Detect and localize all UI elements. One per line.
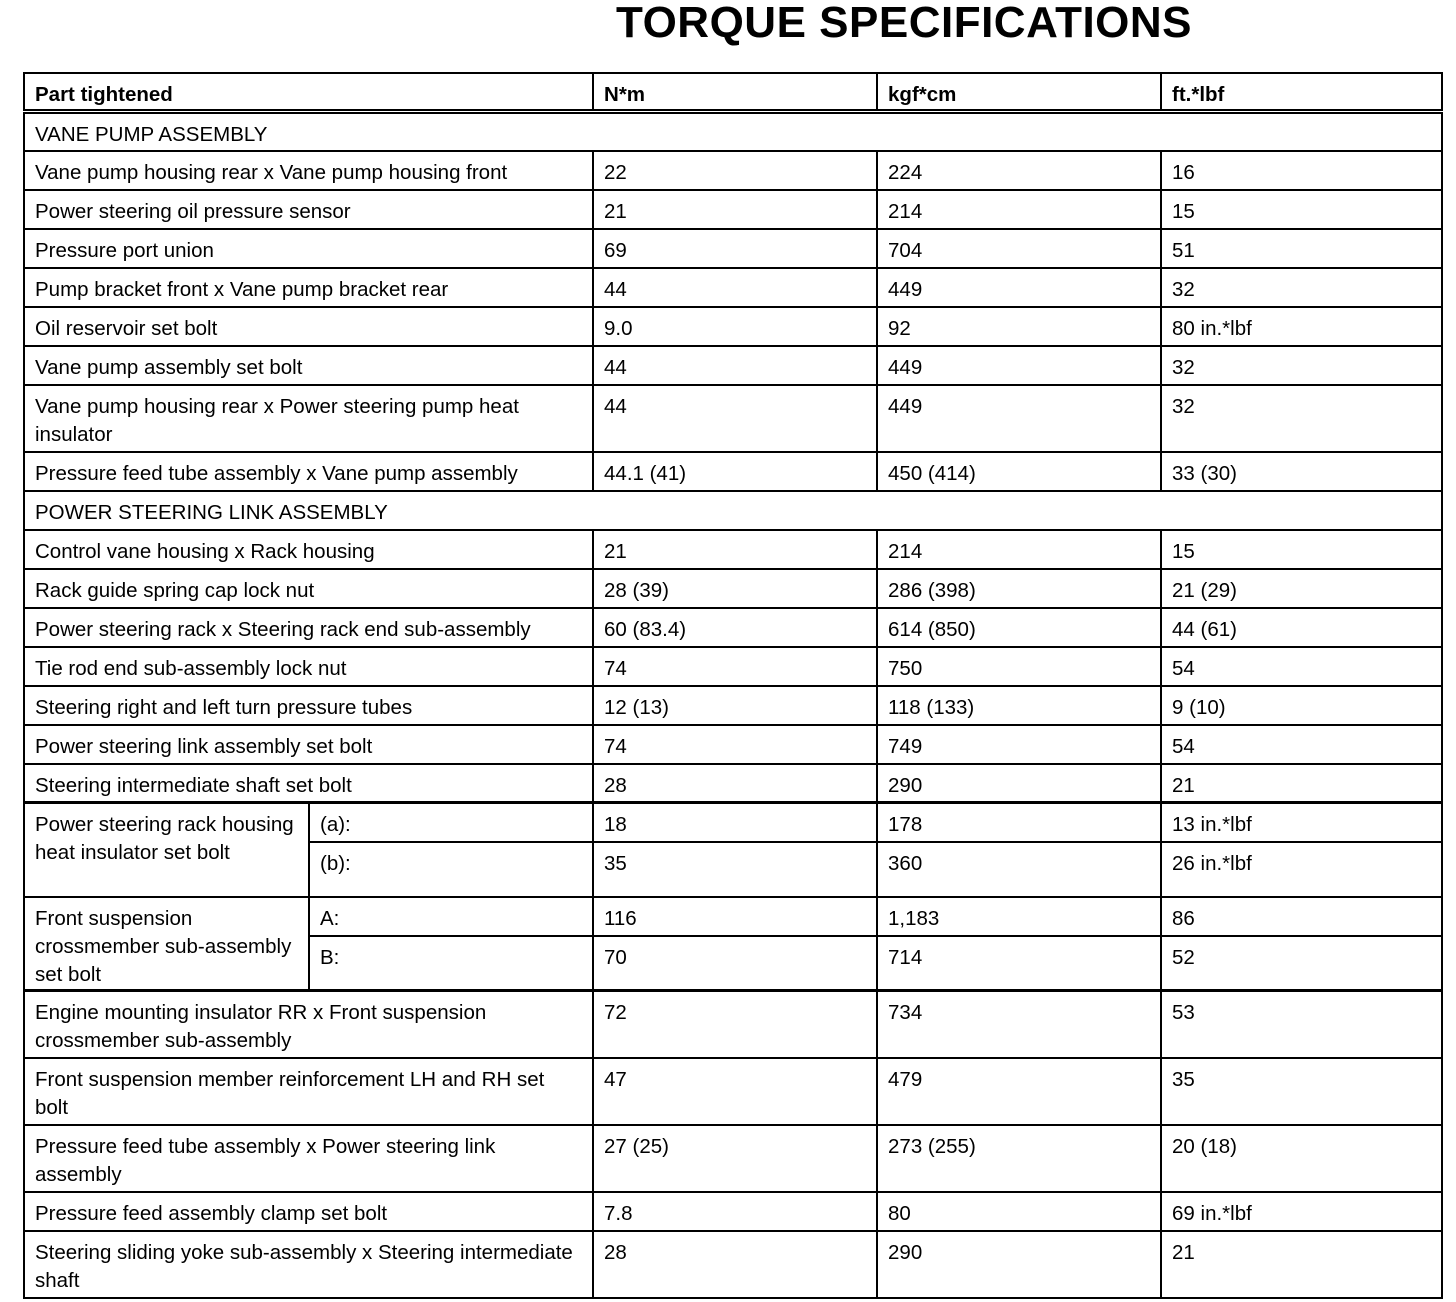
sub-label: A: [309,897,593,936]
value-kgf: 286 (398) [877,569,1161,608]
value-ft: 80 in.*lbf [1161,307,1442,346]
part-name: Pressure port union [24,229,593,268]
value-kgf: 479 [877,1058,1161,1125]
part-name: Pressure feed assembly clamp set bolt [24,1192,593,1231]
value-kgf: 214 [877,190,1161,229]
value-kgf: 178 [877,803,1161,842]
value-ft: 51 [1161,229,1442,268]
value-kgf: 92 [877,307,1161,346]
value-nm: 74 [593,647,877,686]
value-ft: 44 (61) [1161,608,1442,647]
part-name: Vane pump assembly set bolt [24,346,593,385]
part-name: Power steering link assembly set bolt [24,725,593,764]
value-kgf: 290 [877,764,1161,803]
part-name: Steering sliding yoke sub-assembly x Steering intermediate shaft [24,1231,593,1298]
table-row [24,530,1442,569]
table-row [24,686,1442,725]
value-nm: 28 [593,764,877,803]
value-nm: 60 (83.4) [593,608,877,647]
part-name: Engine mounting insulator RR x Front suspension crossmember sub-assembly [24,991,593,1058]
value-ft: 20 (18) [1161,1125,1442,1192]
header-kgf: kgf*cm [877,73,1161,112]
table-row [24,385,1442,452]
section-heading: VANE PUMP ASSEMBLY [24,112,1442,151]
part-name: Control vane housing x Rack housing [24,530,593,569]
section-heading: POWER STEERING LINK ASSEMBLY [24,491,1442,530]
table-row [24,1231,1442,1298]
value-nm: 22 [593,151,877,190]
table-row [24,569,1442,608]
value-ft: 21 (29) [1161,569,1442,608]
value-ft: 15 [1161,530,1442,569]
value-nm: 47 [593,1058,877,1125]
value-kgf: 290 [877,1231,1161,1298]
table-row [24,452,1442,491]
value-nm: 18 [593,803,877,842]
value-nm: 70 [593,936,877,991]
sub-label: (b): [309,842,593,897]
part-name: Power steering rack housing heat insulator set bolt [24,803,309,897]
value-ft: 26 in.*lbf [1161,842,1442,897]
value-nm: 7.8 [593,1192,877,1231]
value-ft: 21 [1161,1231,1442,1298]
part-name: Steering intermediate shaft set bolt [24,764,593,803]
value-kgf: 450 (414) [877,452,1161,491]
value-kgf: 449 [877,385,1161,452]
torque-spec-table [23,72,1443,1299]
table-row [24,608,1442,647]
table-row [24,991,1442,1058]
part-name: Front suspension crossmember sub-assembly set bolt [24,897,309,991]
value-kgf: 714 [877,936,1161,991]
value-ft: 32 [1161,385,1442,452]
value-nm: 28 [593,1231,877,1298]
value-nm: 72 [593,991,877,1058]
value-nm: 44 [593,385,877,452]
table-row [24,803,1442,842]
table-row [24,1192,1442,1231]
value-ft: 54 [1161,647,1442,686]
value-nm: 44 [593,346,877,385]
value-nm: 27 (25) [593,1125,877,1192]
value-kgf: 118 (133) [877,686,1161,725]
value-kgf: 750 [877,647,1161,686]
value-kgf: 273 (255) [877,1125,1161,1192]
part-name: Power steering oil pressure sensor [24,190,593,229]
value-kgf: 360 [877,842,1161,897]
value-kgf: 749 [877,725,1161,764]
value-ft: 54 [1161,725,1442,764]
value-ft: 33 (30) [1161,452,1442,491]
value-nm: 9.0 [593,307,877,346]
table-row [24,897,1442,936]
part-name: Pressure feed tube assembly x Power steering link assembly [24,1125,593,1192]
table-row [24,229,1442,268]
value-ft: 52 [1161,936,1442,991]
value-kgf: 80 [877,1192,1161,1231]
value-nm: 69 [593,229,877,268]
value-kgf: 734 [877,991,1161,1058]
part-name: Pump bracket front x Vane pump bracket rear [24,268,593,307]
value-ft: 32 [1161,268,1442,307]
table-row [24,307,1442,346]
section-row [24,112,1442,151]
table-row [24,346,1442,385]
part-name: Oil reservoir set bolt [24,307,593,346]
value-ft: 9 (10) [1161,686,1442,725]
table-row [24,1125,1442,1192]
value-nm: 74 [593,725,877,764]
value-nm: 35 [593,842,877,897]
value-kgf: 449 [877,346,1161,385]
value-kgf: 614 (850) [877,608,1161,647]
table-row [24,725,1442,764]
value-nm: 21 [593,530,877,569]
section-row [24,491,1442,530]
value-kgf: 704 [877,229,1161,268]
value-ft: 53 [1161,991,1442,1058]
value-kgf: 449 [877,268,1161,307]
value-ft: 16 [1161,151,1442,190]
table-body [24,73,1442,1298]
table-row [24,268,1442,307]
value-ft: 35 [1161,1058,1442,1125]
part-name: Tie rod end sub-assembly lock nut [24,647,593,686]
part-name: Power steering rack x Steering rack end sub-assembly [24,608,593,647]
part-name: Front suspension member reinforcement LH and RH set bolt [24,1058,593,1125]
table-row [24,190,1442,229]
header-ft: ft.*lbf [1161,73,1442,112]
value-nm: 44 [593,268,877,307]
part-name: Vane pump housing rear x Vane pump housing front [24,151,593,190]
value-kgf: 224 [877,151,1161,190]
value-kgf: 214 [877,530,1161,569]
sub-label: B: [309,936,593,991]
part-name: Rack guide spring cap lock nut [24,569,593,608]
value-nm: 116 [593,897,877,936]
value-ft: 86 [1161,897,1442,936]
value-ft: 21 [1161,764,1442,803]
table-row [24,647,1442,686]
page-title: TORQUE SPECIFICATIONS [616,0,1193,47]
table-row [24,151,1442,190]
value-ft: 69 in.*lbf [1161,1192,1442,1231]
value-ft: 15 [1161,190,1442,229]
value-nm: 44.1 (41) [593,452,877,491]
part-name: Steering right and left turn pressure tubes [24,686,593,725]
value-kgf: 1,183 [877,897,1161,936]
table-row [24,764,1442,803]
part-name: Vane pump housing rear x Power steering pump heat insulator [24,385,593,452]
sub-label: (a): [309,803,593,842]
header-nm: N*m [593,73,877,112]
value-nm: 28 (39) [593,569,877,608]
header-part: Part tightened [24,73,593,112]
value-nm: 12 (13) [593,686,877,725]
value-nm: 21 [593,190,877,229]
value-ft: 13 in.*lbf [1161,803,1442,842]
value-ft: 32 [1161,346,1442,385]
table-header-row [24,73,1442,112]
table-row [24,1058,1442,1125]
part-name: Pressure feed tube assembly x Vane pump assembly [24,452,593,491]
